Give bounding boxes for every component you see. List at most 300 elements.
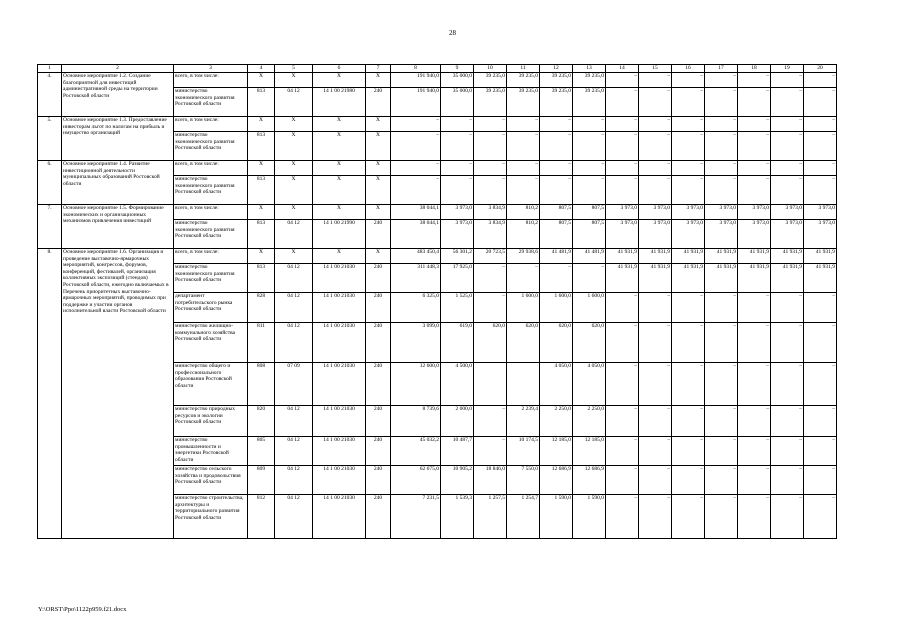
amount-cell: –	[507, 176, 540, 205]
page-number: 28	[449, 29, 456, 37]
amount-cell: –	[606, 161, 639, 176]
executor-cell: министерство экономического развития Ростовской области	[174, 220, 248, 249]
amount-cell: 3 973,0	[771, 205, 804, 220]
amount-cell: –	[639, 293, 672, 323]
amount-cell: –	[804, 176, 837, 205]
grbs-code: X	[248, 117, 275, 132]
amount-cell: –	[738, 117, 771, 132]
header-cell: 10	[474, 65, 507, 73]
row-number: 6.	[38, 161, 62, 205]
csr-code: 14 1 00 21990	[313, 220, 366, 249]
vr-code: 240	[366, 495, 391, 539]
csr-code: X	[313, 205, 366, 220]
amount-cell: –	[639, 73, 672, 88]
amount-cell: 1 600,0	[540, 293, 573, 323]
amount-cell: 29 938,6	[507, 249, 540, 264]
amount-cell: –	[573, 132, 606, 161]
amount-cell: –	[705, 73, 738, 88]
amount-cell: 39 235,0	[540, 73, 573, 88]
rzpr-code: 04 12	[275, 88, 313, 117]
amount-cell: –	[672, 88, 705, 117]
table-row	[38, 161, 837, 176]
amount-cell: –	[738, 406, 771, 437]
amount-cell: –	[672, 117, 705, 132]
rzpr-code: 07 09	[275, 363, 313, 406]
amount-cell: 35 000,0	[441, 88, 474, 117]
amount-cell: 3 099,0	[391, 323, 441, 363]
amount-cell: –	[606, 323, 639, 363]
amount-cell: 2 239,4	[507, 406, 540, 437]
amount-cell: 39 235,0	[474, 88, 507, 117]
header-cell: 2	[62, 65, 174, 73]
amount-cell: 41 931,9	[672, 249, 705, 264]
amount-cell: 3 973,0	[441, 220, 474, 249]
amount-cell: 2 250,0	[573, 406, 606, 437]
grbs-code: 808	[248, 363, 275, 406]
header-cell: 16	[672, 65, 705, 73]
csr-code: 14 1 00 21030	[313, 466, 366, 495]
rzpr-code: X	[275, 249, 313, 264]
amount-cell: –	[474, 132, 507, 161]
amount-cell: 41 931,9	[639, 264, 672, 293]
amount-cell: 620,0	[573, 323, 606, 363]
amount-cell: –	[672, 466, 705, 495]
vr-code: X	[366, 176, 391, 205]
vr-code: 240	[366, 220, 391, 249]
executor-cell: министерство жилищно-коммунального хозяйства Ростовской области	[174, 323, 248, 363]
amount-cell: –	[738, 73, 771, 88]
amount-cell: –	[391, 176, 441, 205]
vr-code: X	[366, 161, 391, 176]
rzpr-code: 04 12	[275, 406, 313, 437]
amount-cell: 41 481,9	[573, 249, 606, 264]
amount-cell: –	[606, 117, 639, 132]
header-cell: 9	[441, 65, 474, 73]
vr-code: X	[366, 132, 391, 161]
amount-cell: 807,5	[540, 220, 573, 249]
amount-cell: 12 686,9	[573, 466, 606, 495]
amount-cell: –	[738, 161, 771, 176]
amount-cell: 1 590,0	[540, 495, 573, 539]
vr-code: 240	[366, 363, 391, 406]
header-row	[38, 65, 837, 73]
header-cell: 13	[573, 65, 606, 73]
table-row	[38, 73, 837, 88]
amount-cell: 3 973,0	[804, 205, 837, 220]
amount-cell: –	[771, 117, 804, 132]
rzpr-code: 04 12	[275, 220, 313, 249]
amount-cell: 7 550,0	[507, 466, 540, 495]
csr-code: 14 1 00 21030	[313, 406, 366, 437]
rzpr-code: 04 12	[275, 466, 313, 495]
executor-cell: всего, в том числе:	[174, 117, 248, 132]
executor-cell: всего, в том числе:	[174, 205, 248, 220]
amount-cell: 1 539,3	[441, 495, 474, 539]
grbs-code: X	[248, 73, 275, 88]
amount-cell: –	[573, 161, 606, 176]
activity-name: Основное мероприятие 1.6. Организация и проведение выставочно-ярмарочных мероприятий, конгрессов, форумов, конференций, фестивалей, организация коллективных экспозиций (стендов) Ростовской области, ежегодно включаемых в Перечень приоритетных выставочно-ярмарочных мероприятий, проводимых при поддержке и участии органов исполнительной власти Ростовской области	[62, 249, 174, 539]
executor-cell: министерство экономического развития Ростовской области	[174, 88, 248, 117]
amount-cell: –	[738, 293, 771, 323]
amount-cell: 3 973,0	[639, 205, 672, 220]
amount-cell: –	[540, 132, 573, 161]
amount-cell: –	[606, 406, 639, 437]
amount-cell: 45 032,2	[391, 437, 441, 466]
amount-cell: –	[705, 132, 738, 161]
rzpr-code: 04 12	[275, 437, 313, 466]
amount-cell: –	[804, 117, 837, 132]
amount-cell: 3 973,0	[705, 220, 738, 249]
amount-cell: –	[804, 406, 837, 437]
amount-cell: –	[738, 437, 771, 466]
budget-table	[37, 64, 837, 539]
executor-cell: министерство экономического развития Ростовской области	[174, 264, 248, 293]
amount-cell: 3 973,0	[804, 220, 837, 249]
amount-cell: –	[672, 73, 705, 88]
amount-cell: 191 940,0	[391, 88, 441, 117]
amount-cell: –	[441, 117, 474, 132]
amount-cell: 41 931,9	[738, 264, 771, 293]
header-cell: 18	[738, 65, 771, 73]
amount-cell: –	[573, 176, 606, 205]
amount-cell: –	[672, 495, 705, 539]
vr-code: 240	[366, 323, 391, 363]
csr-code: X	[313, 161, 366, 176]
amount-cell: –	[639, 176, 672, 205]
amount-cell: 1 254,7	[507, 495, 540, 539]
amount-cell: 807,5	[573, 205, 606, 220]
vr-code: X	[366, 249, 391, 264]
executor-cell: министерство строительства, архитектуры и территориального развития Ростовской области	[174, 495, 248, 539]
grbs-code: 813	[248, 176, 275, 205]
amount-cell: –	[804, 161, 837, 176]
amount-cell: 10 174,5	[507, 437, 540, 466]
amount-cell: –	[705, 88, 738, 117]
grbs-code: 828	[248, 293, 275, 323]
csr-code: 14 1 00 21980	[313, 88, 366, 117]
executor-cell: министерство природных ресурсов и экологии Ростовской области	[174, 406, 248, 437]
grbs-code: 813	[248, 132, 275, 161]
csr-code: X	[313, 132, 366, 161]
amount-cell: –	[705, 293, 738, 323]
executor-cell: всего, в том числе:	[174, 249, 248, 264]
amount-cell: –	[705, 117, 738, 132]
amount-cell: 12 185,0	[573, 437, 606, 466]
amount-cell: –	[507, 161, 540, 176]
csr-code: 14 1 00 21030	[313, 293, 366, 323]
amount-cell: 3 973,0	[441, 205, 474, 220]
amount-cell: –	[391, 161, 441, 176]
activity-name: Основное мероприятие 1.4. Развитие инвестиционной деятельности муниципальных образований Ростовской области	[62, 161, 174, 205]
amount-cell: 39 235,0	[540, 88, 573, 117]
amount-cell: –	[540, 117, 573, 132]
amount-cell: 41 931,9	[672, 264, 705, 293]
amount-cell: –	[738, 495, 771, 539]
amount-cell: 39 235,0	[507, 88, 540, 117]
header-cell: 4	[248, 65, 275, 73]
amount-cell: –	[804, 495, 837, 539]
amount-cell: 1 600,0	[507, 293, 540, 323]
amount-cell: 3 973,0	[606, 220, 639, 249]
amount-cell: –	[639, 495, 672, 539]
amount-cell: 41 931,9	[804, 249, 837, 264]
amount-cell: –	[771, 293, 804, 323]
amount-cell: 20 723,5	[474, 249, 507, 264]
vr-code: 240	[366, 293, 391, 323]
amount-cell: –	[441, 161, 474, 176]
amount-cell: –	[771, 73, 804, 88]
rzpr-code: 04 12	[275, 323, 313, 363]
amount-cell: –	[804, 363, 837, 406]
grbs-code: 813	[248, 220, 275, 249]
amount-cell: –	[738, 323, 771, 363]
amount-cell	[474, 363, 507, 406]
amount-cell: –	[606, 495, 639, 539]
rzpr-code: X	[275, 73, 313, 88]
table-row	[38, 249, 837, 264]
amount-cell: 311 448,3	[391, 264, 441, 293]
amount-cell: –	[705, 495, 738, 539]
amount-cell: –	[474, 117, 507, 132]
table-row	[38, 117, 837, 132]
activity-name: Основное мероприятие 1.3. Предоставление инвесторам льгот по налогам на прибыль и имущество организаций	[62, 117, 174, 161]
header-cell: 5	[275, 65, 313, 73]
header-cell: 6	[313, 65, 366, 73]
amount-cell: –	[672, 323, 705, 363]
amount-cell: –	[540, 176, 573, 205]
amount-cell: 3 973,0	[672, 205, 705, 220]
grbs-code: 812	[248, 495, 275, 539]
amount-cell: –	[672, 437, 705, 466]
amount-cell: 1 257,5	[474, 495, 507, 539]
row-number: 7.	[38, 205, 62, 249]
amount-cell: –	[705, 176, 738, 205]
rzpr-code: X	[275, 132, 313, 161]
amount-cell: 56 301,2	[441, 249, 474, 264]
amount-cell: 12 185,0	[540, 437, 573, 466]
amount-cell: –	[705, 161, 738, 176]
amount-cell: –	[771, 323, 804, 363]
header-cell: 15	[639, 65, 672, 73]
amount-cell: 807,5	[573, 220, 606, 249]
amount-cell: 17 925,0	[441, 264, 474, 293]
header-cell: 1	[38, 65, 62, 73]
amount-cell: 39 235,0	[573, 88, 606, 117]
amount-cell: 620,0	[540, 323, 573, 363]
amount-cell: –	[474, 176, 507, 205]
amount-cell: –	[507, 117, 540, 132]
csr-code: X	[313, 176, 366, 205]
vr-code: 240	[366, 437, 391, 466]
vr-code: X	[366, 205, 391, 220]
amount-cell: 4 050,0	[573, 363, 606, 406]
grbs-code: 813	[248, 264, 275, 293]
vr-code: 240	[366, 466, 391, 495]
amount-cell: –	[474, 161, 507, 176]
csr-code: X	[313, 117, 366, 132]
executor-cell: министерство общего и профессионального образования Ростовской области	[174, 363, 248, 406]
executor-cell: департамент потребительского рынка Ростовской области	[174, 293, 248, 323]
amount-cell: –	[804, 437, 837, 466]
amount-cell: 41 931,9	[771, 264, 804, 293]
amount-cell: 8 739,6	[391, 406, 441, 437]
amount-cell: –	[391, 117, 441, 132]
amount-cell: –	[672, 363, 705, 406]
grbs-code: 813	[248, 88, 275, 117]
amount-cell: –	[804, 88, 837, 117]
amount-cell: 1 590,0	[573, 495, 606, 539]
amount-cell: 1 525,0	[441, 293, 474, 323]
amount-cell: –	[705, 406, 738, 437]
header-cell: 12	[540, 65, 573, 73]
executor-cell: министерство сельского хозяйства и продовольствия Ростовской области	[174, 466, 248, 495]
rzpr-code: X	[275, 117, 313, 132]
amount-cell: –	[639, 406, 672, 437]
amount-cell: –	[738, 176, 771, 205]
amount-cell: –	[639, 323, 672, 363]
vr-code: X	[366, 117, 391, 132]
amount-cell: –	[771, 437, 804, 466]
csr-code: 14 1 00 21030	[313, 495, 366, 539]
amount-cell: 10 487,7	[441, 437, 474, 466]
csr-code: 14 1 00 21030	[313, 437, 366, 466]
amount-cell: –	[573, 264, 606, 293]
amount-cell: –	[606, 176, 639, 205]
amount-cell: –	[606, 363, 639, 406]
amount-cell: –	[672, 176, 705, 205]
executor-cell: министерство промышленности и энергетики Ростовской области	[174, 437, 248, 466]
grbs-code: X	[248, 249, 275, 264]
amount-cell: 41 931,9	[738, 249, 771, 264]
header-cell: 11	[507, 65, 540, 73]
grbs-code: X	[248, 205, 275, 220]
amount-cell: –	[804, 293, 837, 323]
amount-cell: 3 973,0	[738, 220, 771, 249]
rzpr-code: X	[275, 161, 313, 176]
amount-cell: 39 235,0	[573, 73, 606, 88]
amount-cell: 39 235,0	[474, 73, 507, 88]
amount-cell: 3 834,9	[474, 220, 507, 249]
amount-cell: 41 931,9	[771, 249, 804, 264]
csr-code: X	[313, 73, 366, 88]
vr-code: 240	[366, 264, 391, 293]
rzpr-code: X	[275, 205, 313, 220]
rzpr-code: X	[275, 176, 313, 205]
amount-cell: 41 931,9	[639, 249, 672, 264]
amount-cell: –	[441, 132, 474, 161]
amount-cell: –	[606, 132, 639, 161]
amount-cell: –	[606, 437, 639, 466]
grbs-code: X	[248, 161, 275, 176]
amount-cell: 41 931,9	[705, 249, 738, 264]
amount-cell: –	[771, 176, 804, 205]
executor-cell: всего, в том числе:	[174, 73, 248, 88]
amount-cell: –	[507, 132, 540, 161]
amount-cell: –	[391, 132, 441, 161]
amount-cell: –	[771, 466, 804, 495]
amount-cell: –	[771, 161, 804, 176]
rzpr-code: 04 12	[275, 495, 313, 539]
amount-cell	[507, 363, 540, 406]
amount-cell: –	[507, 264, 540, 293]
amount-cell: 191 940,0	[391, 73, 441, 88]
amount-cell: –	[771, 495, 804, 539]
executor-cell: министерство экономического развития Ростовской области	[174, 176, 248, 205]
executor-cell: всего, в том числе:	[174, 161, 248, 176]
header-cell: 20	[804, 65, 837, 73]
amount-cell: –	[573, 117, 606, 132]
amount-cell: –	[474, 264, 507, 293]
amount-cell: –	[672, 132, 705, 161]
amount-cell: –	[738, 132, 771, 161]
amount-cell: 483 450,4	[391, 249, 441, 264]
amount-cell: –	[672, 161, 705, 176]
amount-cell: 38 044,1	[391, 205, 441, 220]
amount-cell: –	[705, 466, 738, 495]
amount-cell: –	[606, 88, 639, 117]
amount-cell: 12 600,0	[391, 363, 441, 406]
vr-code: 240	[366, 406, 391, 437]
header-cell: 8	[391, 65, 441, 73]
activity-name: Основное мероприятие 1.5. Формирование экономических и организационных механизмов привлечения инвестиций	[62, 205, 174, 249]
amount-cell: 619,0	[441, 323, 474, 363]
amount-cell: 41 931,9	[606, 249, 639, 264]
amount-cell: 4 050,0	[540, 363, 573, 406]
amount-cell: –	[771, 406, 804, 437]
header-cell: 3	[174, 65, 248, 73]
amount-cell: 3 834,9	[474, 205, 507, 220]
amount-cell: 18 846,0	[474, 466, 507, 495]
amount-cell: –	[639, 466, 672, 495]
amount-cell: 3 973,0	[606, 205, 639, 220]
vr-code: 240	[366, 88, 391, 117]
amount-cell: 807,5	[540, 205, 573, 220]
amount-cell: 620,0	[507, 323, 540, 363]
amount-cell: –	[639, 363, 672, 406]
amount-cell: 6 325,0	[391, 293, 441, 323]
amount-cell: 3 973,0	[672, 220, 705, 249]
csr-code: 14 1 00 21030	[313, 264, 366, 293]
amount-cell: 810,2	[507, 205, 540, 220]
amount-cell: –	[771, 88, 804, 117]
amount-cell: –	[705, 363, 738, 406]
header-cell: 7	[366, 65, 391, 73]
grbs-code: 820	[248, 406, 275, 437]
grbs-code: 811	[248, 323, 275, 363]
amount-cell: –	[672, 293, 705, 323]
amount-cell: –	[441, 176, 474, 205]
amount-cell: 41 931,9	[705, 264, 738, 293]
amount-cell: 4 500,0	[441, 363, 474, 406]
amount-cell: 38 044,1	[391, 220, 441, 249]
amount-cell: –	[474, 406, 507, 437]
amount-cell: –	[804, 132, 837, 161]
rzpr-code: 04 12	[275, 264, 313, 293]
vr-code: X	[366, 73, 391, 88]
amount-cell: 2 000,0	[441, 406, 474, 437]
amount-cell: 41 931,9	[606, 264, 639, 293]
amount-cell: –	[705, 437, 738, 466]
amount-cell: –	[606, 293, 639, 323]
amount-cell: 39 235,0	[507, 73, 540, 88]
amount-cell: 2 250,0	[540, 406, 573, 437]
amount-cell: –	[540, 264, 573, 293]
table-row	[38, 205, 837, 220]
amount-cell: 62 675,0	[391, 466, 441, 495]
amount-cell: –	[639, 88, 672, 117]
csr-code: 14 1 00 21030	[313, 363, 366, 406]
rzpr-code: 04 12	[275, 293, 313, 323]
